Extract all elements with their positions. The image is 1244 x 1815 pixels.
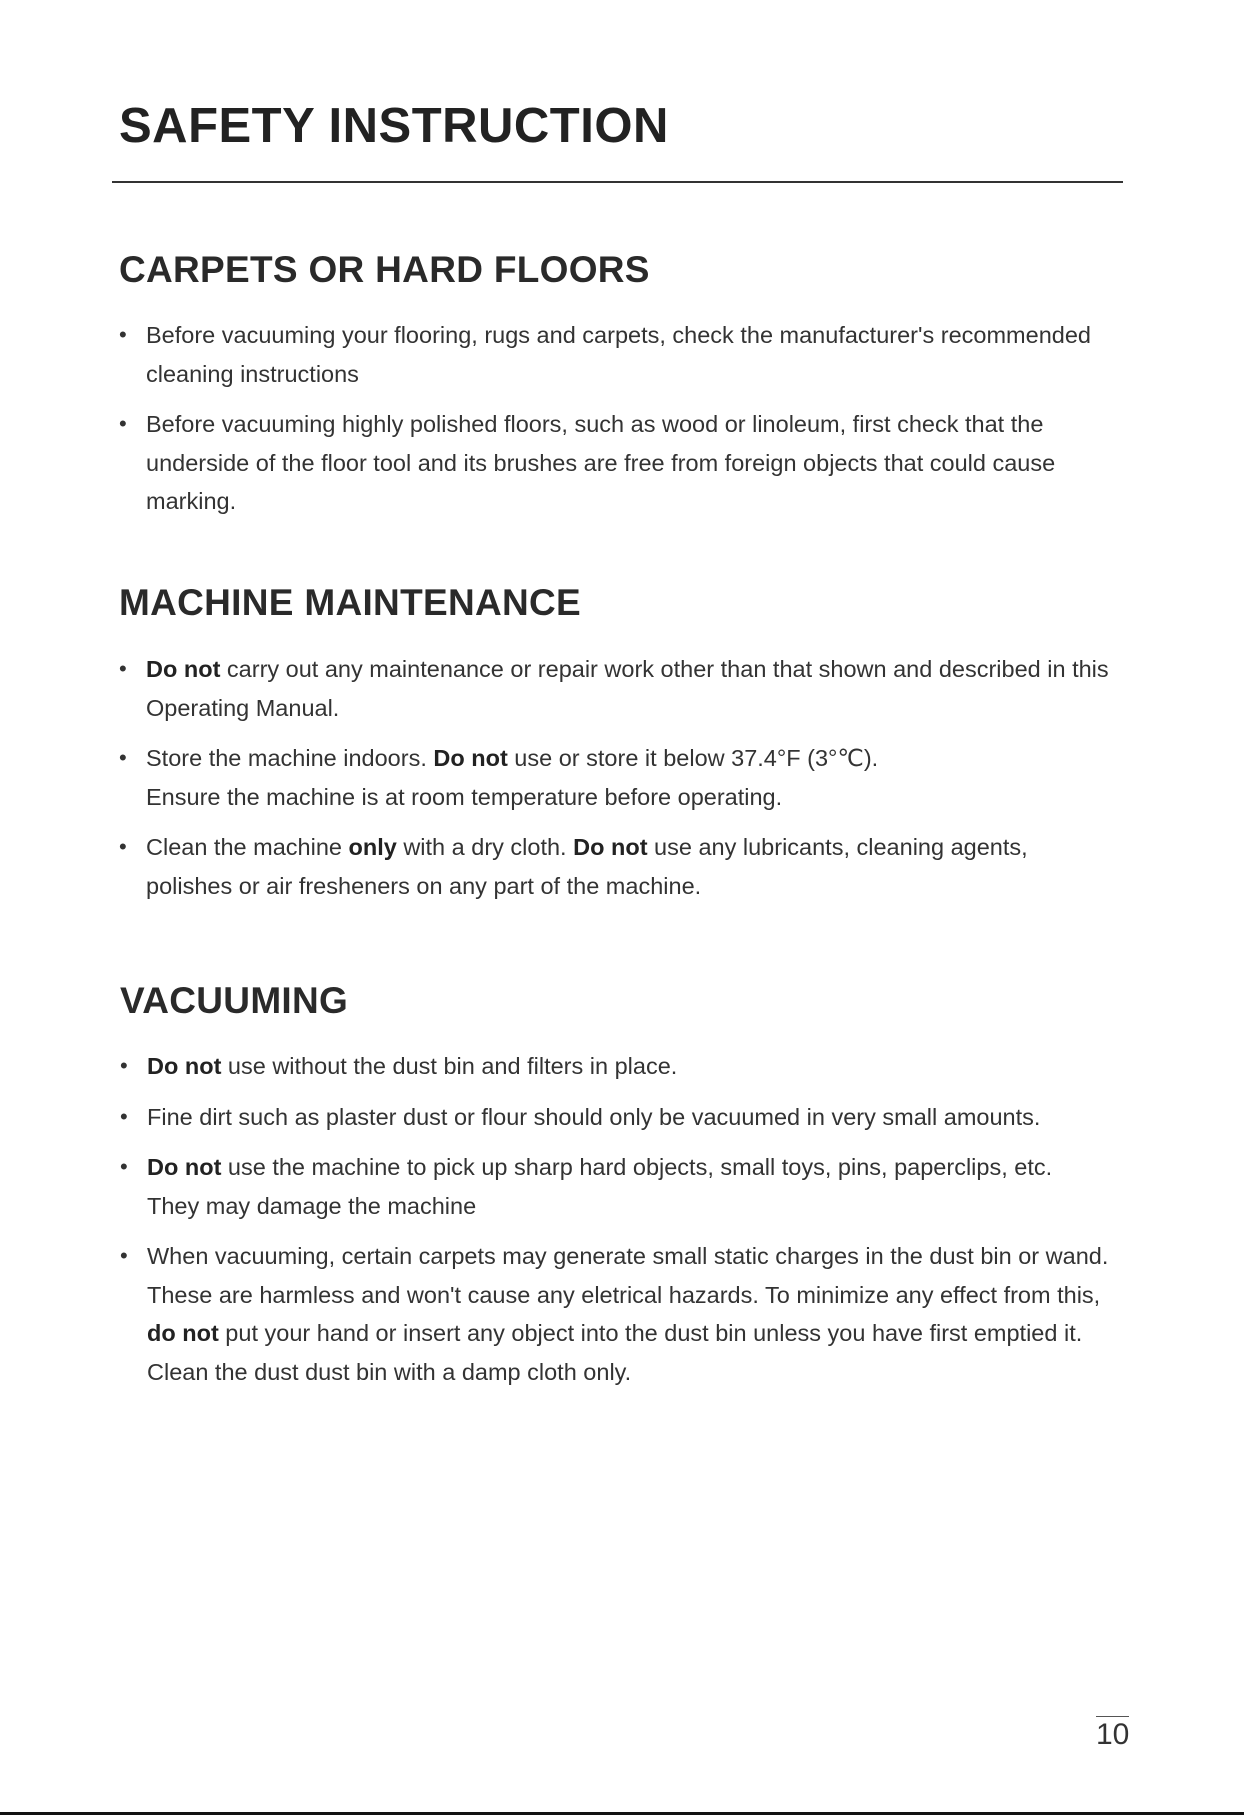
bullet-text bbox=[146, 834, 1028, 899]
bullet-item bbox=[119, 405, 1119, 521]
bullet-item bbox=[120, 1237, 1130, 1391]
text-run: Before vacuuming your flooring, rugs and carpets, check the manufacturer's recommended cleaning instructions bbox=[146, 322, 1091, 387]
bullet-dot-icon: • bbox=[119, 322, 127, 347]
text-run: with a dry cloth. bbox=[396, 834, 574, 860]
bold-emphasis-text: Do not bbox=[573, 834, 648, 860]
bullet-dot-icon: • bbox=[119, 745, 127, 770]
bullet-item bbox=[120, 1047, 1130, 1086]
section-heading-maintenance: MACHINE MAINTENANCE bbox=[119, 582, 582, 623]
bullet-item bbox=[120, 1098, 1130, 1137]
bold-emphasis-text: Do not bbox=[147, 1154, 222, 1180]
text-run: Store the machine indoors. bbox=[146, 745, 434, 771]
bullet-item bbox=[119, 650, 1119, 727]
bullet-item bbox=[120, 1148, 1130, 1225]
text-run: use the machine to pick up sharp hard objects, small toys, pins, paperclips, etc. bbox=[221, 1154, 1053, 1180]
bullet-text bbox=[146, 745, 878, 810]
text-run: Ensure the machine is at room temperature before operating. bbox=[146, 783, 783, 810]
bullet-list-maintenance bbox=[119, 650, 1119, 917]
bullet-dot-icon: • bbox=[120, 1103, 128, 1129]
page-number: 10 bbox=[1096, 1718, 1130, 1751]
bullet-text bbox=[146, 656, 1109, 721]
text-run: When vacuuming, certain carpets may generate small static charges in the dust bin or wand. These are harmless and won't cause any eletrical hazards. To minimize any effect from this, bbox=[147, 1243, 1109, 1308]
bullet-dot-icon: • bbox=[120, 1154, 128, 1179]
title-divider bbox=[112, 181, 1123, 183]
bullet-text bbox=[147, 1053, 677, 1079]
page-title: SAFETY INSTRUCTION bbox=[119, 99, 669, 153]
text-run: use without the dust bin and filters in place. bbox=[221, 1053, 678, 1079]
text-run: use or store it below 37.4°F (3°℃). bbox=[507, 745, 879, 771]
bullet-item bbox=[119, 739, 1119, 816]
bold-emphasis-text: only bbox=[348, 834, 397, 860]
bullet-list-vacuuming bbox=[120, 1047, 1130, 1403]
text-run: use any lubricants, cleaning agents, polishes or air fresheners on any part of the machine. bbox=[146, 834, 1028, 899]
bold-emphasis-text: Do not bbox=[147, 1053, 222, 1079]
bullet-item bbox=[119, 316, 1119, 393]
bullet-dot-icon: • bbox=[119, 411, 127, 436]
bullet-item bbox=[119, 828, 1119, 905]
text-run: put your hand or insert any object into the dust bin unless you have first emptied it. Clean the dust dust bin with a damp cloth only. bbox=[147, 1320, 1083, 1385]
bullet-text bbox=[146, 411, 1055, 514]
text-run: They may damage the machine bbox=[147, 1192, 477, 1219]
bullet-dot-icon: • bbox=[119, 656, 127, 681]
bullet-text bbox=[146, 322, 1091, 387]
bold-emphasis-text: do not bbox=[147, 1320, 219, 1346]
bullet-dot-icon: • bbox=[120, 1243, 128, 1268]
text-run: Before vacuuming highly polished floors, such as wood or linoleum, first check that the underside of the floor tool and its brushes are free from foreign objects that could cause marking. bbox=[146, 411, 1056, 514]
bullet-dot-icon: • bbox=[119, 834, 127, 859]
bullet-text bbox=[147, 1154, 1052, 1219]
bold-emphasis-text: Do not bbox=[433, 745, 508, 771]
bullet-list-carpets bbox=[119, 316, 1119, 533]
text-run: Clean the machine bbox=[146, 834, 349, 860]
bullet-dot-icon: • bbox=[120, 1053, 128, 1078]
text-run: carry out any maintenance or repair work other than that shown and described in this Operating Manual. bbox=[146, 656, 1109, 721]
bullet-text bbox=[147, 1104, 1040, 1130]
bold-emphasis-text: Do not bbox=[146, 656, 221, 682]
bullet-text bbox=[147, 1243, 1108, 1385]
section-heading-carpets: CARPETS OR HARD FLOORS bbox=[119, 249, 650, 290]
section-heading-vacuuming: VACUUMING bbox=[120, 980, 349, 1021]
text-run: Fine dirt such as plaster dust or flour should only be vacuumed in very small amounts. bbox=[147, 1103, 1041, 1130]
